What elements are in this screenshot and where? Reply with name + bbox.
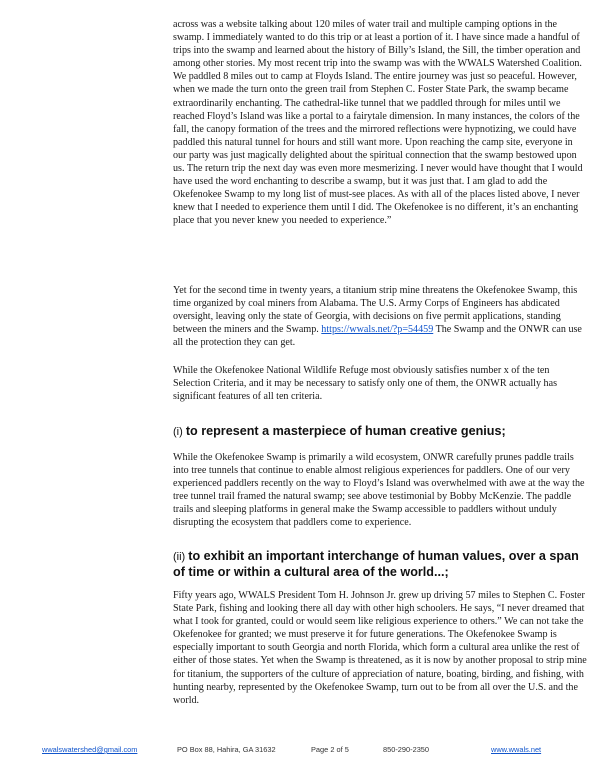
strip-mine-text-end: The Swamp and the ONWR can use all the protection they can get. <box>173 324 582 349</box>
footer-address: PO Box 88, Hahira, GA 31632 <box>177 745 276 754</box>
paragraph-selection-criteria: While the Okefenokee National Wildlife Refuge most obviously satisfies number x of the ten Selection Criteria, and it may be necessary to satisfy only one of them, the ONWR actually has significant features of all ten criteria. <box>173 365 558 403</box>
criterion-ii-number: (ii) <box>173 551 189 563</box>
paragraph-masterpiece: While the Okefenokee Swamp is primarily a wild ecosystem, ONWR carefully prunes paddle trails into tree tunnels that continue to enable almost religious experiences for paddlers. One of our very experienced paddlers recently on the way to Floyd’s Island was overwhelmed with awe at the way the tree tunnel trail framed the natural swamp; see above testimonial by Bobby McKenzie. The paddle trails and sleeping platforms in general make the Swamp accessible to paddlers without unduly disrupting the ecosystem that paddlers come to experience. <box>173 452 585 529</box>
footer-page-number: Page 2 of 5 <box>311 745 349 754</box>
criterion-ii-heading <box>173 549 593 580</box>
criterion-ii-title: to exhibit an important interchange of human values, over a span of time or within a cultural area of the world...; <box>173 549 579 579</box>
criterion-i-heading <box>173 424 593 440</box>
wwals-post-link[interactable]: https://wwals.net/?p=54459 <box>321 324 434 336</box>
footer-phone: 850-290-2350 <box>383 745 430 754</box>
page-footer <box>0 745 600 759</box>
paragraph-strip-mine <box>173 284 588 349</box>
footer-website-link[interactable]: www.wwals.net <box>491 745 542 754</box>
footer-email-link[interactable]: wwalswatershed@gmail.com <box>42 745 138 754</box>
criterion-i-number: (i) <box>173 426 186 438</box>
strip-mine-text: Yet for the second time in twenty years, a titanium strip mine threatens the Okefenokee Swamp, this time organized by coal miners from Alabama. The U.S. Army Corps of Engineers has abdicated oversight, leaving only the state of Georgia, with decisions on five permit applications, standing between the miners and the Swamp. <box>173 285 578 336</box>
paragraph-interchange: Fifty years ago, WWALS President Tom H. Johnson Jr. grew up driving 57 miles to Stephen C. Foster State Park, fishing and looking there all day with other high schoolers. He says, “I never dreamed that what I took for granted, could or would seem like religious experience to others.” We can not take the Okefenokee for granted; we must preserve it for future generations. The Okefenokee Swamp is especially important to south Georgia and north Florida, which form a cultural area unlike the rest of either of those states. Yet when the Swamp is threatened, as it is now by another proposal to strip mine for titanium, the supporters of the culture of appreciation of nature, boating, birding, and fishing, with hunting nearby, represented by the Okefenokee Swamp, turn out to be from all over the U.S. and the world. <box>173 590 587 706</box>
criterion-i-title: to represent a masterpiece of human creative genius; <box>185 424 506 438</box>
paragraph-testimonial-end: across was a website talking about 120 miles of water trail and multiple camping options in the swamp. I immediately wanted to do this trip or at least a portion of it. I have since made a handful of trips into the swamp and learned about the history of Billy’s Island, the Sill, the timber operation and among other stories. My most recent trip into the swamp was with the WWALS Watershed Coalition. We paddled 8 miles out to camp at Floyds Island. The entire journey was just so peaceful. However, when we made the turn onto the green trail from Stephen C. Foster State Park, the swamp became extraordinarily enchanting. The cathedral-like tunnel that we paddled through for miles until we reached Floyd’s Island was like a portal to a fairytale dimension. In many instances, the colors of the fall, the canopy formation of the trees and the mirrored reflections were hypnotizing, we could have paddled this natural tunnel for hours and still want more. Upon reaching the camp site, everyone in our party was just magically delighted about the spiritual connection that the swamp bestowed upon us. The return trip the next day was even more mesmerizing. I never would have thought that I would have used the word enchanting to describe a swamp, but it was just that. I am glad to add the Okefenokee Swamp to my long list of must-see places. As with all of the places listed above, I never knew that I needed to experience them until I did. The Okefenokee is no different, it’s an enchanting place that you never knew you needed to experience.” <box>173 19 583 227</box>
